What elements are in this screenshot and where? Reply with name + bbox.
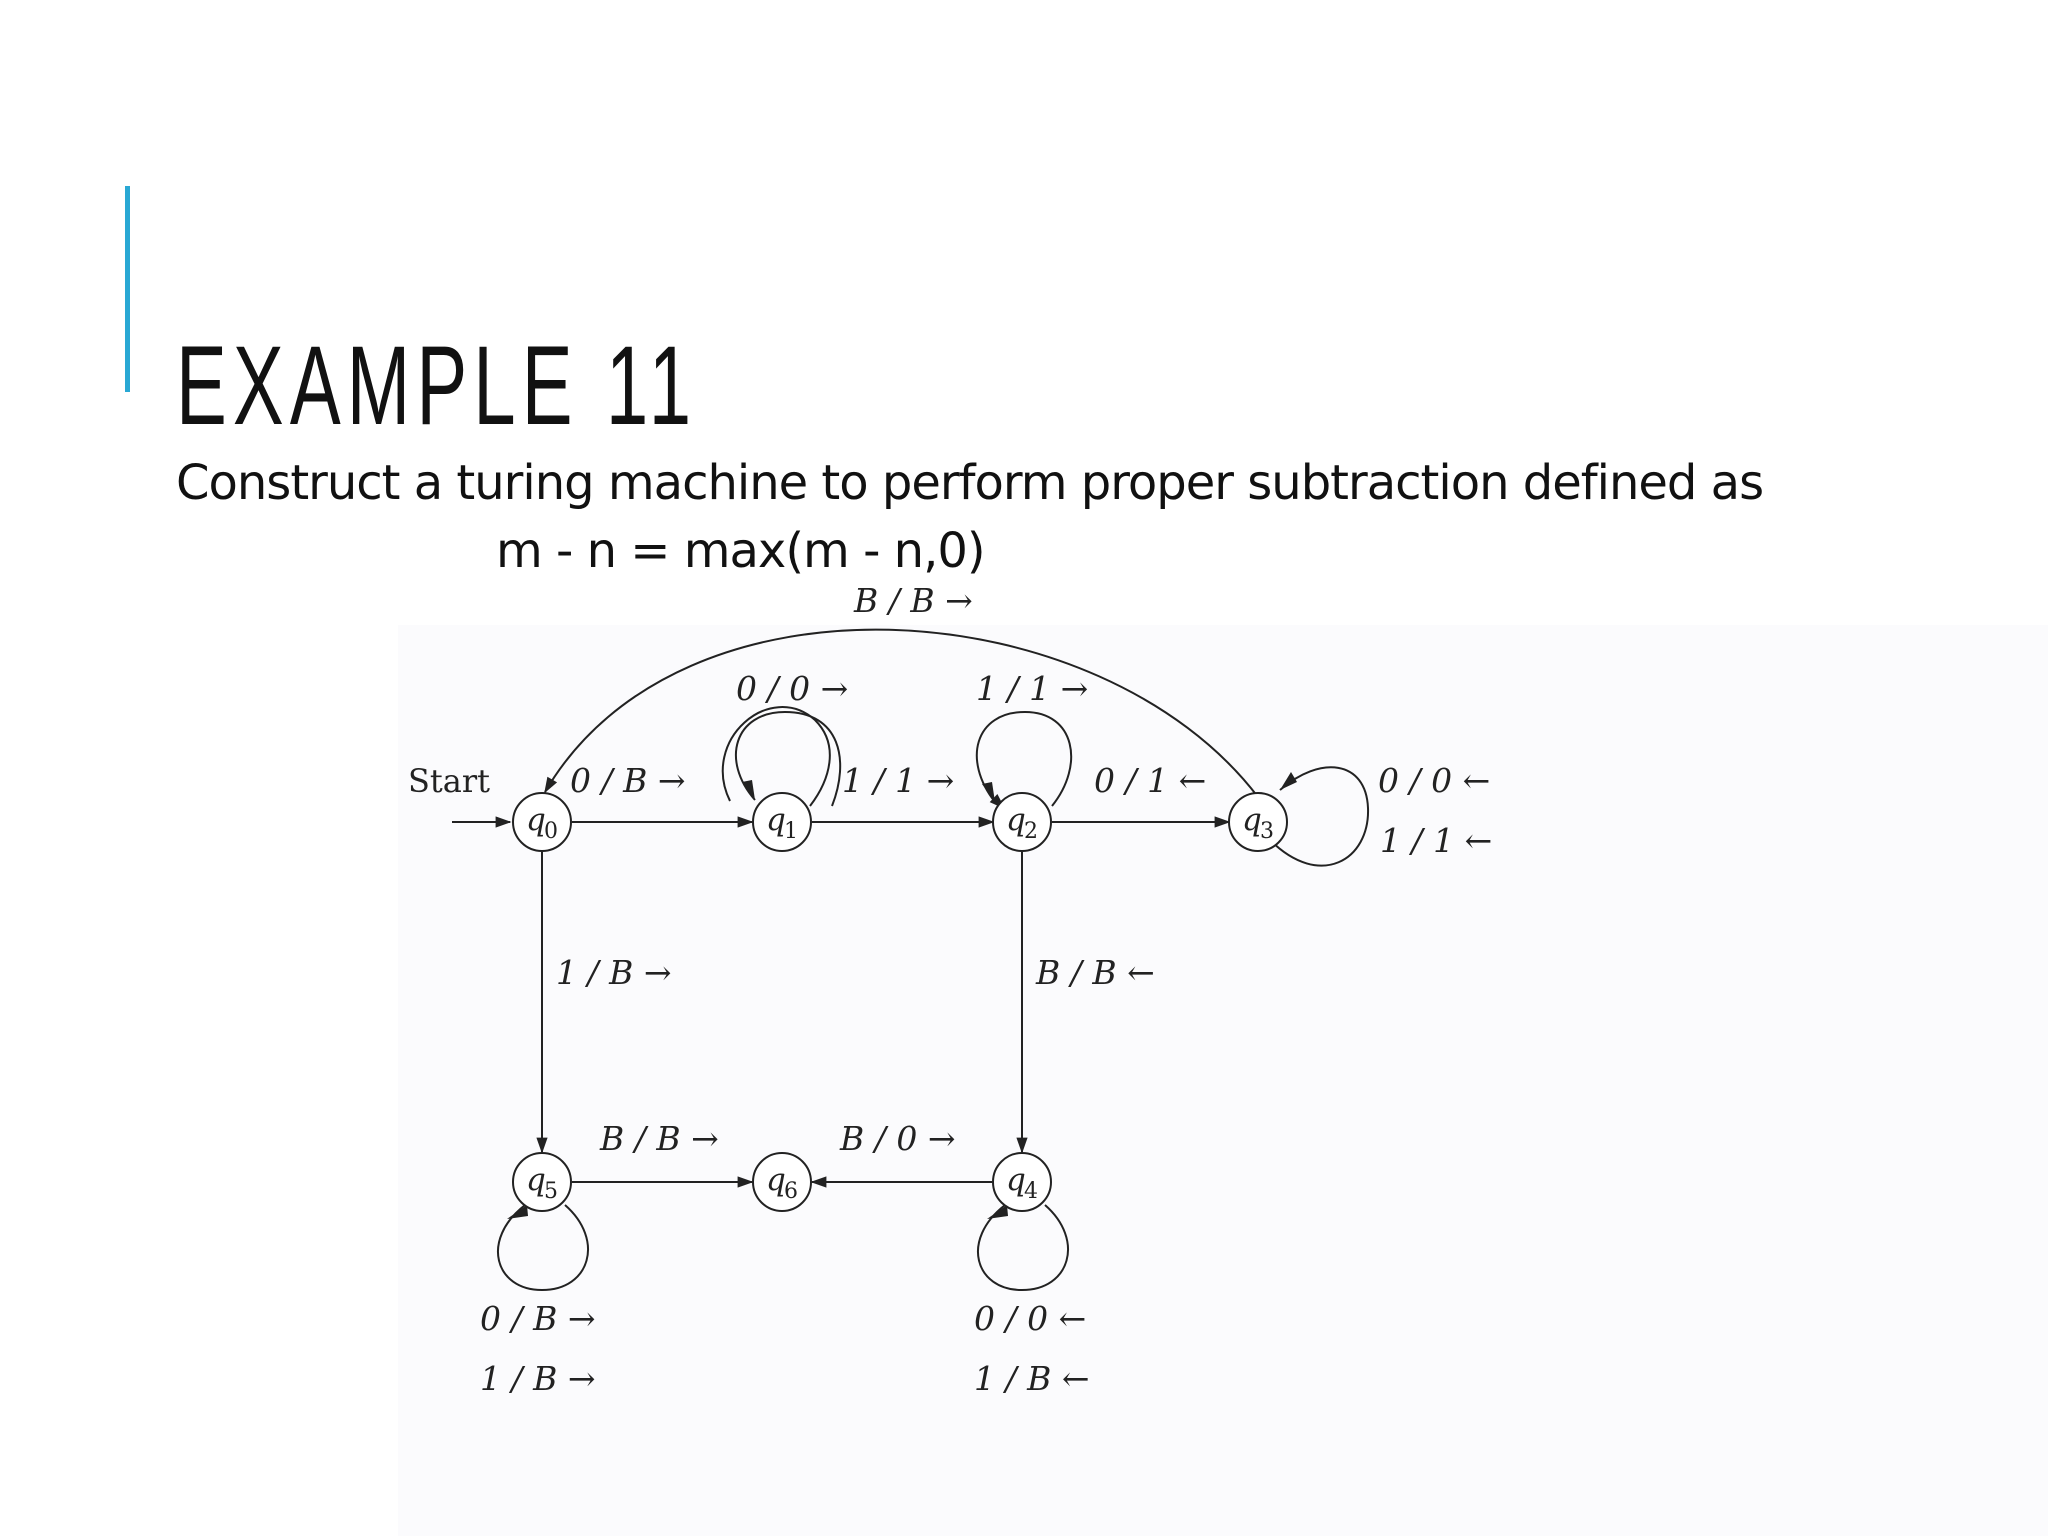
label-q2-q4: B / B ←: [1036, 953, 1155, 992]
state-q4-sub: 4: [1024, 1179, 1038, 1204]
state-q2-name: q: [1006, 802, 1026, 838]
label-q1-q1: 0 / 0 →: [736, 669, 849, 708]
state-q0-name: q: [526, 802, 546, 838]
problem-statement: Construct a turing machine to perform proper subtraction defined as: [176, 455, 1764, 511]
state-q3-sub: 3: [1260, 819, 1274, 844]
state-q2-sub: 2: [1024, 819, 1038, 844]
label-q0-q1: 0 / B →: [570, 761, 686, 800]
loop-q3-arrowhead: [1280, 772, 1297, 790]
state-q3-name: q: [1242, 802, 1262, 838]
state-q5-name: q: [526, 1162, 546, 1198]
loop-q5-arrowhead: [507, 1205, 528, 1219]
label-q0-q5: 1 / B →: [556, 953, 672, 992]
loop-q2b: [971, 701, 1049, 806]
state-q0-sub: 0: [544, 819, 558, 844]
label-q3-q0: B / B →: [854, 581, 973, 620]
label-q1-q2: 1 / 1 →: [842, 761, 955, 800]
label-q5-q5-b: 1 / B →: [480, 1359, 596, 1398]
label-q4-q6: B / 0 →: [840, 1119, 956, 1158]
state-q5-sub: 5: [544, 1179, 558, 1204]
label-q2-q3: 0 / 1 ←: [1094, 761, 1207, 800]
label-q2-q2: 1 / 1 →: [976, 669, 1089, 708]
loop-q4-arrowhead: [987, 1205, 1008, 1219]
loop-q2: [973, 712, 1044, 808]
label-q4-q4-b: 1 / B ←: [974, 1359, 1090, 1398]
state-q1-sub: 1: [784, 819, 798, 844]
state-q6-sub: 6: [784, 1179, 798, 1204]
label-q3-q3-b: 1 / 1 ←: [1380, 821, 1493, 860]
loop-q1: [723, 707, 830, 806]
slide-title: EXAMPLE 11: [176, 323, 698, 448]
loop-q2-arrowhead: [982, 782, 995, 802]
definition-formula: m - n = max(m - n,0): [496, 523, 985, 579]
label-q4-q4-a: 0 / 0 ←: [974, 1299, 1087, 1338]
start-label: Start: [408, 762, 491, 800]
label-q5-q6: B / B →: [600, 1119, 719, 1158]
loop-q1-arrowhead: [742, 780, 755, 800]
state-q6-name: q: [766, 1162, 786, 1198]
state-q1-name: q: [766, 802, 786, 838]
state-q4-name: q: [1006, 1162, 1026, 1198]
label-q3-q3-a: 0 / 0 ←: [1378, 761, 1491, 800]
label-q5-q5-a: 0 / B →: [480, 1299, 596, 1338]
